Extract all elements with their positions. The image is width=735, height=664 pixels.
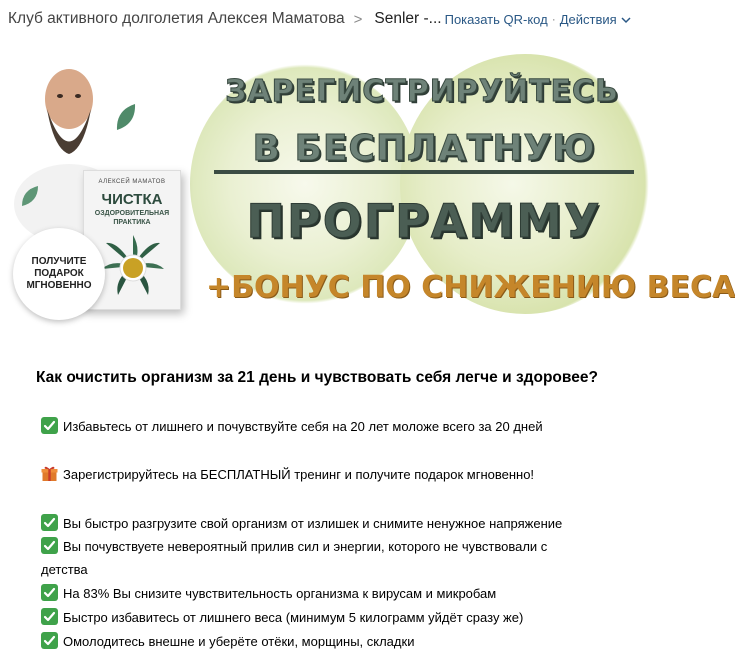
breadcrumb-current-page: Senler -... — [374, 10, 442, 27]
list-item — [41, 631, 641, 653]
list-item — [41, 536, 641, 558]
list-item — [41, 583, 641, 605]
book-subtitle-line-1: ОЗДОРОВИТЕЛЬНАЯ — [94, 210, 170, 217]
check-mark-icon — [41, 537, 58, 554]
promo-banner-image — [0, 44, 735, 340]
check-mark-icon — [41, 584, 58, 601]
gift-icon — [41, 465, 58, 482]
check-mark-icon — [41, 608, 58, 625]
banner-headline-line-2: В БЕСПЛАТНУЮ — [252, 128, 596, 169]
check-mark-icon — [41, 417, 58, 434]
show-qr-code-link[interactable]: Показать QR-код — [444, 11, 548, 27]
actions-label: Действия — [559, 11, 617, 27]
book-subtitle-line-2: ПРАКТИКА — [113, 219, 151, 226]
book-title: ЧИСТКА — [101, 191, 163, 208]
check-mark-icon — [41, 514, 58, 531]
check-mark-icon — [41, 632, 58, 649]
gift-badge-line-2: ПОДАРОК — [34, 268, 84, 279]
breadcrumb-separator: > — [353, 10, 363, 28]
book-subtitle — [84, 209, 180, 227]
list-item — [41, 416, 641, 438]
list-item-text: Вы быстро разгрузите свой организм от излишек и снимите ненужное напряжение — [63, 516, 563, 531]
banner-headline-line-1: ЗАРЕГИСТРИРУЙТЕСЬ — [225, 74, 619, 109]
book-author: АЛЕКСЕЙ МАМАТОВ — [98, 179, 166, 185]
banner-headline-line-3: ПРОГРАММУ — [246, 194, 602, 248]
header-dot-separator: · — [551, 12, 556, 26]
list-item-text: Омолодитесь внешне и уберёте отёки, морщины, складки — [63, 634, 415, 649]
list-item-text: Быстро избавитесь от лишнего веса (минимум 5 килограмм уйдёт сразу же) — [63, 610, 524, 625]
banner-headline-underline — [214, 170, 634, 174]
list-item-text: Зарегистрируйтесь на БЕСПЛАТНЫЙ тренинг и получите подарок мгновенно! — [63, 467, 535, 482]
gift-badge-line-3: МГНОВЕННО — [26, 280, 92, 291]
list-item — [41, 513, 641, 535]
leaf-decoration-icon — [20, 184, 40, 208]
list-item-text: На 83% Вы снизите чувствительность организма к вирусам и микробам — [63, 586, 497, 601]
chevron-down-icon — [621, 12, 631, 27]
breadcrumb-community-title[interactable]: Клуб активного долголетия Алексея Маматова — [8, 10, 345, 27]
tea-cup-leaves-icon — [98, 233, 168, 299]
list-item-text: детства — [41, 562, 88, 577]
gift-badge-line-1: ПОЛУЧИТЕ — [31, 256, 87, 267]
list-item — [41, 607, 641, 629]
gift-badge — [13, 228, 105, 320]
leaf-decoration-icon — [114, 102, 138, 132]
list-item — [41, 464, 641, 486]
page-header — [0, 0, 654, 38]
list-item-continuation — [41, 559, 641, 581]
actions-menu-button[interactable] — [560, 12, 631, 27]
list-item-text: Избавьтесь от лишнего и почувствуйте себя на 20 лет моложе всего за 20 дней — [63, 419, 543, 434]
content-question-heading: Как очистить организм за 21 день и чувствовать себя легче и здоровее? — [36, 369, 598, 386]
list-item-text: Вы почувствуете невероятный прилив сил и энергии, которого не чувствовали с — [63, 539, 548, 554]
banner-bonus-line: +БОНУС ПО СНИЖЕНИЮ ВЕСА — [206, 270, 735, 305]
